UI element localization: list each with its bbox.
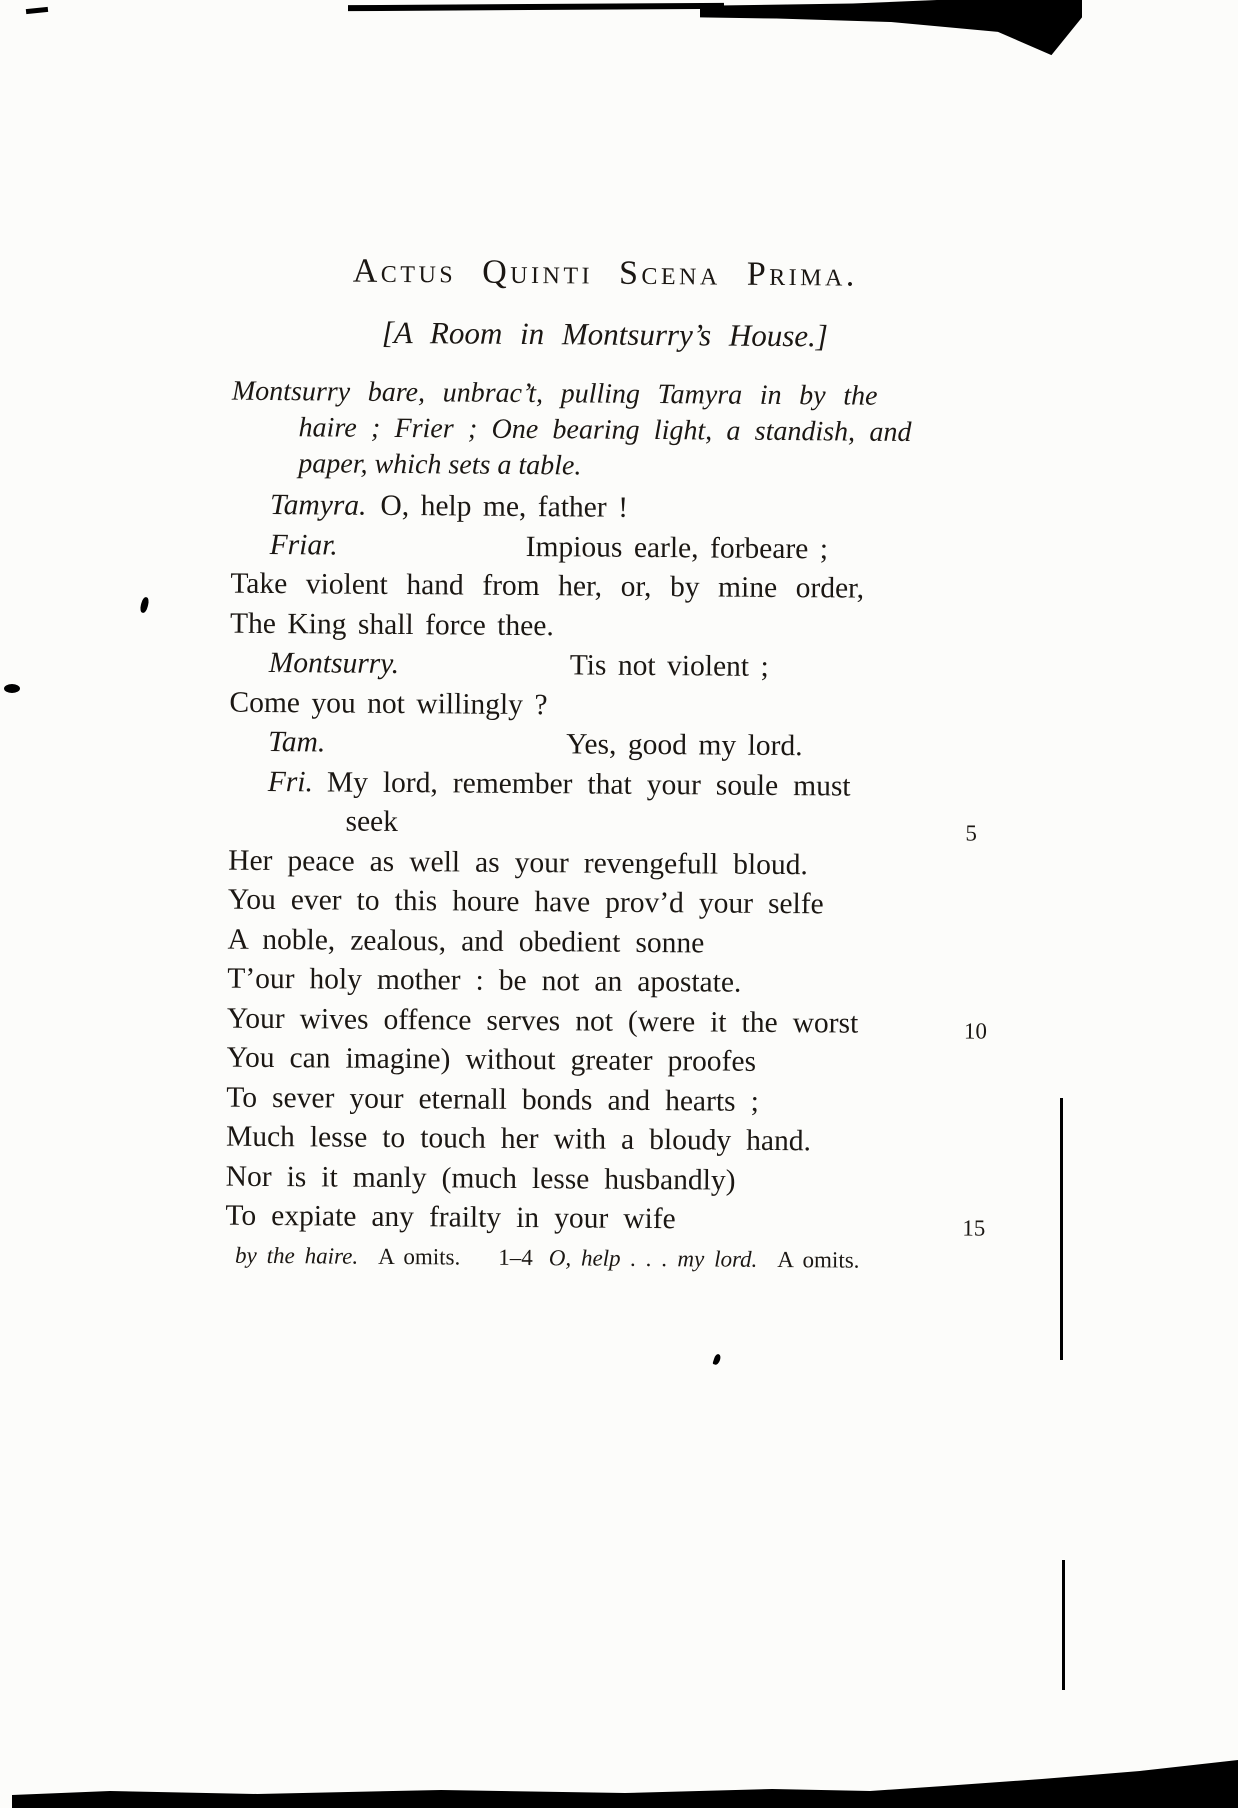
dialogue-line (225, 1197, 986, 1242)
speech-text: Yes, good my lord. (566, 728, 803, 763)
speaker-name: Friar. (269, 528, 338, 562)
footnote-note: A omits. (777, 1246, 860, 1273)
dialogue-line (228, 841, 973, 886)
dialogue-line (227, 960, 972, 1005)
speech-text: T’our holy mother : be not an apostate. (227, 962, 742, 999)
stage-direction (231, 374, 977, 488)
footnote (225, 1242, 970, 1274)
dialogue-line (231, 486, 976, 531)
speech-text: Your wives offence serves not (were it the worst (226, 1002, 859, 1040)
dialogue-line (229, 683, 974, 728)
speech-text: O, help me, father ! (380, 489, 629, 524)
speech-text: A noble, zealous, and obedient sonne (227, 923, 705, 959)
dialogue-line (226, 1157, 971, 1202)
act-scene-heading: Actus Quinti Scena Prima. (352, 252, 859, 294)
speech-text: The King shall force thee. (229, 607, 554, 642)
dialogue-line (231, 525, 976, 570)
dialogue-line (226, 1078, 971, 1123)
speech-text: Tis not violent ; (569, 649, 769, 683)
dialogue-line (227, 1039, 972, 1084)
dialogue-line (230, 565, 975, 610)
dialogue-line (229, 762, 974, 807)
speech-text: To sever your eternall bonds and hearts ; (226, 1081, 759, 1118)
speaker-name: Tamyra. (269, 488, 367, 522)
dialogue-block (225, 486, 988, 1242)
dialogue-line (230, 644, 975, 689)
scan-artifact-left-tick (139, 596, 150, 613)
dialogue-line (226, 999, 988, 1044)
stage-direction-line: Montsurry bare, unbrac’t, pulling Tamyra in by the (231, 375, 878, 412)
speech-text: Impious earle, forbeare ; (525, 530, 829, 565)
speaker-name: Montsurry. (268, 646, 400, 681)
speech-text: Much lesse to touch her with a bloudy hand. (225, 1120, 812, 1158)
scene-location: [A Room in Montsurry’s House.] (381, 314, 829, 354)
dialogue-line (230, 604, 975, 649)
stage-direction-line: paper, which sets a table. (298, 448, 582, 482)
speech-text: To expiate any frailty in your wife (225, 1199, 676, 1236)
dialogue-line (229, 723, 974, 768)
footnote-lemma: O, help . . . my lord. (548, 1244, 758, 1272)
speaker-name: Fri. (267, 765, 314, 798)
footnote-note: A omits. (378, 1243, 461, 1270)
scan-artifact-top-right-blob (700, 0, 1082, 58)
scan-artifact-right-line-upper (1060, 1098, 1063, 1360)
speech-text: You ever to this houre have prov’d your selfe (227, 883, 824, 921)
dialogue-line (227, 920, 972, 965)
speech-text: Take violent hand from her, or, by mine order, (230, 567, 865, 605)
speech-text: Nor is it manly (much lesse husbandly) (225, 1160, 736, 1197)
speech-text: You can imagine) without greater proofes (226, 1041, 757, 1078)
speech-text: seek (345, 805, 399, 838)
speech-text: Her peace as well as your revengefull bloud. (228, 844, 808, 881)
scan-artifact-right-line-lower (1062, 1560, 1065, 1690)
footnote-lemma: by the haire. (235, 1242, 359, 1269)
speaker-name: Tam. (268, 725, 326, 759)
scan-artifact-stray-comma (712, 1353, 721, 1365)
scan-artifact-top-line (348, 3, 724, 11)
stage-direction-line: haire ; Frier ; One bearing light, a standish, and (298, 412, 912, 449)
line-number: 10 (963, 1017, 988, 1044)
line-number: 5 (965, 820, 978, 846)
line-number: 15 (962, 1215, 986, 1241)
scan-artifact-left-speck (4, 684, 20, 693)
footnote-line-range: 1–4 (498, 1244, 533, 1270)
speech-text: My lord, remember that your soule must (326, 765, 851, 803)
dialogue-line (228, 881, 973, 926)
scan-artifact-bottom-bar (12, 1758, 1238, 1808)
speech-text: Come you not willingly ? (229, 686, 548, 721)
scan-artifact-top-left-dash (26, 7, 48, 14)
dialogue-line (228, 802, 978, 847)
page-content (225, 252, 988, 1274)
dialogue-line (226, 1118, 971, 1163)
